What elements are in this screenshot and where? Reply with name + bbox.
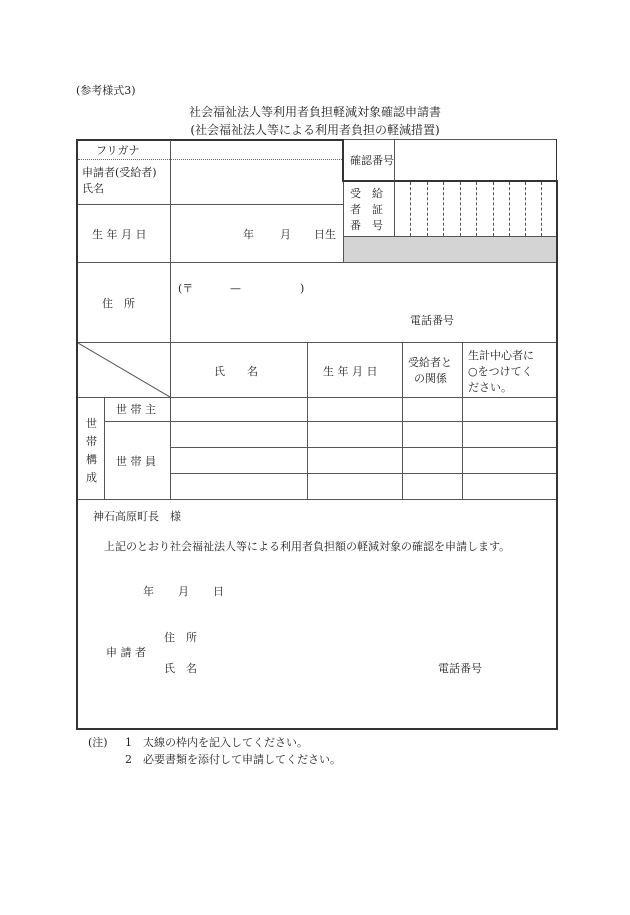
household-head-label: 世 帯 主	[116, 403, 156, 416]
applicant-name-label-2: 氏名	[82, 182, 104, 195]
dob-day-label: 日生	[314, 228, 336, 241]
postal-open: (〒	[178, 282, 194, 295]
col-breadwinner-3: ださい。	[468, 381, 512, 394]
recipient-label-2: 者 証	[350, 203, 383, 216]
note-1-text: 太線の枠内を記入してください。	[143, 736, 308, 749]
dob-year-label: 年	[243, 228, 254, 241]
col-relation-2: の関係	[414, 372, 447, 385]
col-relation-1: 受給者と	[408, 356, 452, 369]
household-head-name-field[interactable]	[172, 399, 305, 420]
household-member-2-name-field[interactable]	[172, 449, 305, 472]
household-side-label-3: 構	[86, 453, 97, 466]
col-name: 氏 名	[214, 365, 258, 378]
furigana-field[interactable]	[172, 141, 340, 158]
household-side-label-2: 帯	[86, 435, 97, 448]
declaration-name-label: 氏 名	[164, 662, 197, 675]
household-member-label: 世 帯 員	[116, 455, 156, 468]
form-title: 社会福祉法人等利用者負担軽減対象確認申請書	[188, 105, 441, 119]
form-number: (参考様式3)	[76, 84, 136, 97]
declaration-applicant-label: 申 請 者	[106, 646, 146, 659]
phone-label: 電話番号	[410, 314, 454, 327]
declaration-year: 年	[143, 585, 154, 598]
form-subtitle: (社会福祉法人等による利用者負担の軽減措置)	[190, 123, 440, 137]
dob-month-label: 月	[280, 228, 291, 241]
note-2-text: 必要書類を添付して申請してください。	[143, 753, 341, 766]
col-breadwinner-1: 生計中心者に	[468, 349, 534, 362]
household-side-label-4: 成	[86, 471, 97, 484]
household-side-label-1: 世	[86, 417, 97, 430]
household-member-1-name-field[interactable]	[172, 423, 305, 446]
shaded-cell	[344, 237, 556, 262]
recipient-label-1: 受 給	[350, 187, 383, 200]
notes-prefix: (注)	[88, 736, 108, 749]
address-label: 住 所	[102, 297, 135, 310]
household-member-3-name-field[interactable]	[172, 475, 305, 498]
postal-dash: —	[230, 282, 241, 295]
declaration-day: 日	[213, 585, 224, 598]
applicant-name-field[interactable]	[172, 161, 340, 203]
household-head-dob-field[interactable]	[309, 399, 400, 420]
postal-close: )	[300, 282, 305, 295]
confirm-number-label: 確認番号	[350, 154, 394, 167]
diagonal-divider	[78, 343, 170, 397]
note-1-number: 1	[125, 736, 132, 749]
confirm-number-field[interactable]	[396, 141, 554, 179]
declaration-statement: 上記のとおり社会福祉法人等による利用者負担額の軽減対象の確認を申請します。	[104, 540, 511, 553]
applicant-name-label-1: 申請者(受給者)	[82, 166, 157, 179]
declaration-address-label: 住 所	[164, 631, 197, 644]
note-2-number: 2	[125, 753, 132, 766]
addressee: 神石高原町長 様	[93, 510, 181, 523]
recipient-number-field[interactable]	[396, 184, 554, 234]
col-dob: 生 年 月 日	[323, 365, 378, 378]
recipient-label-3: 番 号	[350, 219, 383, 232]
furigana-label: フリガナ	[96, 144, 140, 157]
dob-label: 生 年 月 日	[92, 228, 147, 241]
col-breadwinner-2: ○をつけてく	[468, 365, 533, 378]
address-field[interactable]	[172, 264, 554, 340]
declaration-phone-label: 電話番号	[438, 662, 482, 675]
declaration-month: 月	[178, 585, 189, 598]
